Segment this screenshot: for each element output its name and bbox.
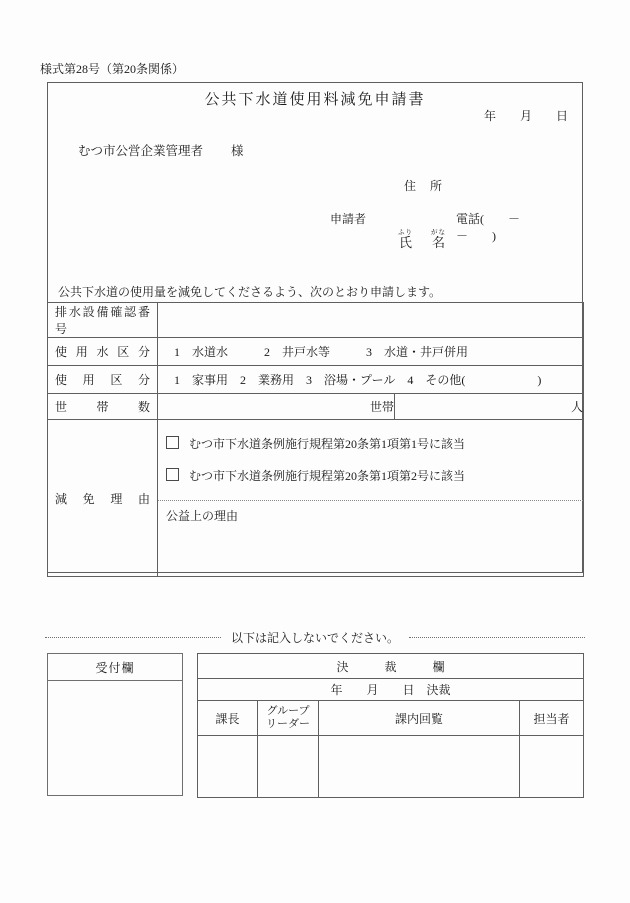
table-row-drain-number [48,303,584,338]
water-type-label: 使用水区分 [48,338,158,366]
form-number: 様式第28号（第20条関係） [40,62,185,76]
reason-label: 減免理由 [48,420,158,577]
approval-col-staff: 担当者 [520,701,584,736]
approval-date-row [198,679,584,701]
name-label [398,229,446,251]
do-not-fill-divider [45,629,585,646]
reason-option-2-label: むつ市下水道条例施行規程第20条第1項第2号に該当 [189,469,466,483]
group-leader-line2: リーダー [266,718,310,730]
stamp-cell-staff[interactable] [520,736,584,798]
reason-content-cell [158,420,584,577]
approval-table [197,653,584,798]
stamp-cell-group-leader[interactable] [258,736,319,798]
reason-option-1-label: むつ市下水道条例施行規程第20条第1項第1号に該当 [189,437,466,451]
address-label: 住 所 [404,179,444,193]
approval-header-row [198,701,584,736]
addressee: むつ市公営企業管理者 [78,144,204,158]
name-char-1: 氏ふり [398,229,413,250]
reception-stamp-title: 受付欄 [48,654,182,681]
table-row-reason [48,420,584,577]
honorific: 様 [231,144,244,158]
approval-col-group-leader [258,701,319,736]
public-interest-reason-label: 公益上の理由 [166,509,239,523]
reason-option-1 [158,420,583,452]
name-char-2: 名がな [430,229,446,250]
application-date-line: 年 月 日 [483,109,568,123]
approval-title: 決 裁 欄 [198,654,584,679]
approval-date-line: 年 月 日 決裁 [198,679,584,701]
stamp-cell-section-chief[interactable] [198,736,258,798]
application-statement: 公共下水道の使用量を減免してくださるよう、次のとおり申請します。 [58,285,442,299]
reason-content [158,420,583,576]
use-type-options: 1 家事用 2 業務用 3 浴場・プール 4 その他( ) [158,366,584,394]
households-count-cell[interactable]: 世帯 [158,394,395,420]
application-detail-table [47,302,584,577]
page-title: 公共下水道使用料減免申請書 [204,92,426,108]
drain-number-input-cell[interactable] [158,303,584,338]
checkbox-icon[interactable] [166,436,179,449]
addressee-row [78,141,244,159]
approval-stamp-row [198,736,584,798]
dotted-line-right [409,637,585,638]
use-type-label: 使用区分 [48,366,158,394]
persons-count-cell[interactable]: 人 [395,394,584,420]
group-leader-line1: グループ [266,704,310,717]
phone-label: 電話( － － ) [456,212,545,243]
table-row-households [48,394,584,420]
applicant-label: 申請者 [330,212,367,226]
do-not-fill-note: 以下は記入しないでください。 [231,631,400,645]
table-row-use-type [48,366,584,394]
approval-col-section-chief: 課長 [198,701,258,736]
drain-number-label: 排水設備確認番号 [48,303,158,338]
reason-option-2 [158,452,583,484]
dotted-line-left [45,637,221,638]
checkbox-icon[interactable] [166,468,179,481]
application-form-box [47,82,583,573]
approval-title-row [198,654,584,679]
stamp-cell-circulation[interactable] [319,736,520,798]
households-label: 世帯数 [48,394,158,420]
table-row-water-type [48,338,584,366]
public-interest-reason-area[interactable] [158,500,583,576]
water-type-options: 1 水道水 2 井戸水等 3 水道・井戸併用 [158,338,584,366]
approval-col-circulation: 課内回覧 [319,701,520,736]
reception-stamp-box [47,653,183,796]
